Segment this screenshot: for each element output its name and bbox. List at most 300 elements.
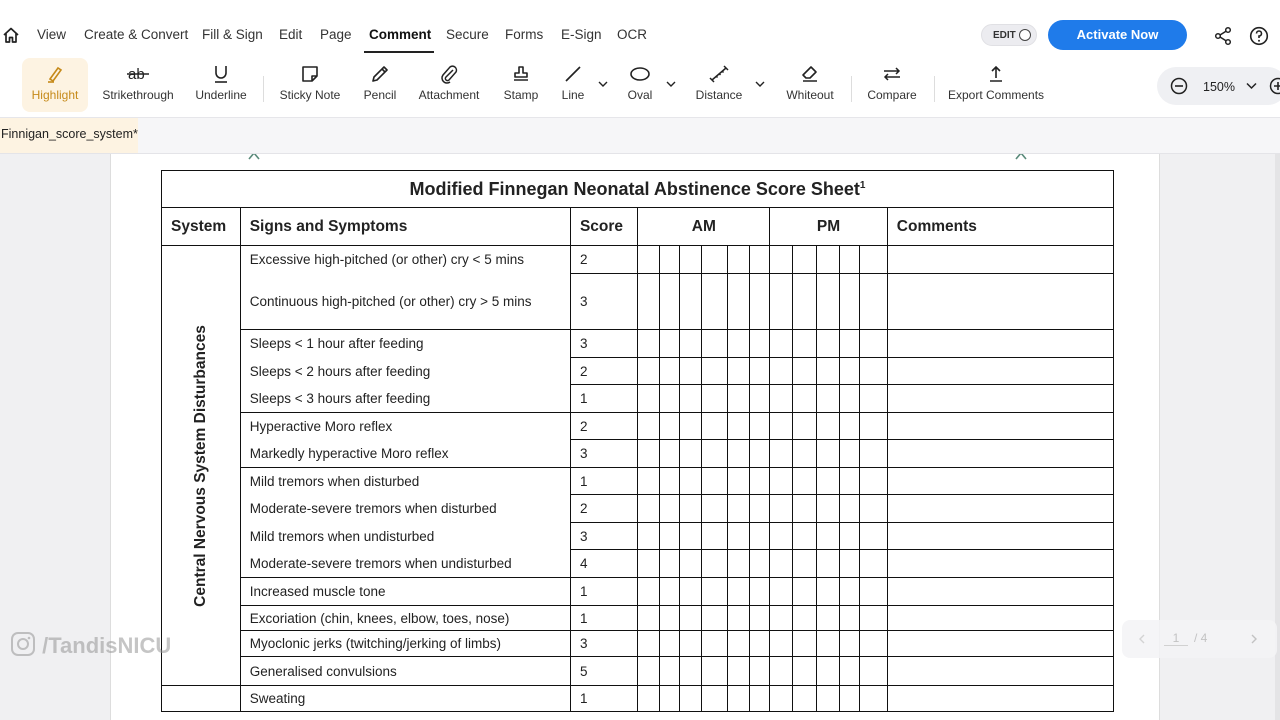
am-entry-cell[interactable] <box>701 550 728 578</box>
sign-cell: Sweating <box>240 686 570 712</box>
table-row <box>162 440 1114 468</box>
compare-icon <box>881 64 903 84</box>
pm-entry-cell[interactable] <box>817 330 839 358</box>
am-entry-cell[interactable] <box>659 578 679 606</box>
score-cell: 1 <box>570 385 637 413</box>
pm-entry-cell[interactable] <box>860 385 888 413</box>
am-entry-cell[interactable] <box>638 358 659 385</box>
table-row <box>162 550 1114 578</box>
pm-entry-cell[interactable] <box>860 330 888 358</box>
am-entry-cell[interactable] <box>728 358 749 385</box>
am-entry-cell[interactable] <box>638 686 659 712</box>
am-entry-cell[interactable] <box>638 631 659 657</box>
pm-entry-cell[interactable] <box>860 274 888 330</box>
pm-entry-cell[interactable] <box>770 330 792 358</box>
pm-entry-cell[interactable] <box>839 246 859 274</box>
comments-cell[interactable] <box>887 631 1113 657</box>
pm-entry-cell[interactable] <box>817 578 839 606</box>
pm-entry-cell[interactable] <box>839 274 859 330</box>
am-entry-cell[interactable] <box>659 523 679 550</box>
am-entry-cell[interactable] <box>659 385 679 413</box>
watermark-text: /TandisNICU <box>42 633 172 658</box>
stamp-icon <box>511 64 531 84</box>
header-pm: PM <box>770 208 888 246</box>
score-cell: 3 <box>570 523 637 550</box>
pm-entry-cell[interactable] <box>839 631 859 657</box>
menu-secure[interactable]: Secure <box>446 27 489 42</box>
score-table <box>161 170 1114 712</box>
pm-entry-cell[interactable] <box>817 468 839 495</box>
am-entry-cell[interactable] <box>749 358 769 385</box>
am-entry-cell[interactable] <box>701 330 728 358</box>
zoom-out-icon[interactable] <box>1170 77 1188 95</box>
am-entry-cell[interactable] <box>680 523 701 550</box>
pm-entry-cell[interactable] <box>817 657 839 686</box>
active-menu-indicator <box>364 51 434 53</box>
score-cell: 3 <box>570 440 637 468</box>
comments-cell[interactable] <box>887 495 1113 523</box>
tool-strikethrough[interactable] <box>100 58 176 112</box>
export-upload-icon <box>986 64 1006 84</box>
am-entry-cell[interactable] <box>638 550 659 578</box>
menu-ocr[interactable]: OCR <box>617 27 647 42</box>
pm-entry-cell[interactable] <box>792 606 817 631</box>
am-entry-cell[interactable] <box>680 358 701 385</box>
pm-entry-cell[interactable] <box>817 631 839 657</box>
title-footnote: 1 <box>859 179 866 191</box>
am-entry-cell[interactable] <box>728 330 749 358</box>
am-entry-cell[interactable] <box>728 468 749 495</box>
home-icon[interactable] <box>2 26 20 44</box>
pm-entry-cell[interactable] <box>839 330 859 358</box>
am-entry-cell[interactable] <box>659 440 679 468</box>
edit-mode-toggle[interactable] <box>981 24 1037 46</box>
comments-cell[interactable] <box>887 274 1113 330</box>
distance-dropdown-chevron-icon[interactable] <box>755 80 765 88</box>
header-am: AM <box>638 208 770 246</box>
am-entry-cell[interactable] <box>659 686 679 712</box>
comments-cell[interactable] <box>887 385 1113 413</box>
pm-entry-cell[interactable] <box>770 550 792 578</box>
score-cell: 2 <box>570 358 637 385</box>
pm-entry-cell[interactable] <box>792 246 817 274</box>
am-entry-cell[interactable] <box>638 606 659 631</box>
tool-highlight[interactable] <box>22 58 88 112</box>
comments-cell[interactable] <box>887 413 1113 440</box>
am-entry-cell[interactable] <box>701 578 728 606</box>
tool-label: Oval <box>627 88 653 102</box>
share-icon[interactable] <box>1213 26 1233 46</box>
pm-entry-cell[interactable] <box>770 385 792 413</box>
help-icon[interactable] <box>1249 26 1269 46</box>
am-entry-cell[interactable] <box>659 606 679 631</box>
pm-entry-cell[interactable] <box>860 606 888 631</box>
am-entry-cell[interactable] <box>749 686 769 712</box>
system-cell-next <box>162 686 241 712</box>
zoom-dropdown-chevron-icon[interactable] <box>1246 82 1257 90</box>
am-entry-cell[interactable] <box>638 440 659 468</box>
am-entry-cell[interactable] <box>659 550 679 578</box>
pm-entry-cell[interactable] <box>770 606 792 631</box>
am-entry-cell[interactable] <box>680 413 701 440</box>
score-cell: 4 <box>570 550 637 578</box>
sign-cell: Moderate-severe tremors when disturbed <box>240 495 570 523</box>
am-entry-cell[interactable] <box>749 631 769 657</box>
comments-cell[interactable] <box>887 657 1113 686</box>
am-entry-cell[interactable] <box>701 631 728 657</box>
am-entry-cell[interactable] <box>638 274 659 330</box>
score-cell: 3 <box>570 274 637 330</box>
system-cell <box>162 246 241 686</box>
pm-entry-cell[interactable] <box>860 246 888 274</box>
oval-dropdown-chevron-icon[interactable] <box>666 80 676 88</box>
am-entry-cell[interactable] <box>728 606 749 631</box>
pm-entry-cell[interactable] <box>792 523 817 550</box>
sign-cell: Sleeps < 2 hours after feeding <box>240 358 570 385</box>
line-dropdown-chevron-icon[interactable] <box>598 80 608 88</box>
pm-entry-cell[interactable] <box>770 246 792 274</box>
am-entry-cell[interactable] <box>659 358 679 385</box>
tool-label: Strikethrough <box>102 88 174 102</box>
eraser-icon <box>800 64 820 84</box>
am-entry-cell[interactable] <box>701 440 728 468</box>
tool-label: Attachment <box>418 88 480 102</box>
zoom-in-icon[interactable] <box>1269 77 1280 95</box>
tool-label: Highlight <box>31 88 79 102</box>
am-entry-cell[interactable] <box>749 606 769 631</box>
am-entry-cell[interactable] <box>728 631 749 657</box>
am-entry-cell[interactable] <box>701 246 728 274</box>
pm-entry-cell[interactable] <box>860 413 888 440</box>
toolbar-separator <box>263 76 264 102</box>
table-row <box>162 606 1114 631</box>
menu-fill-sign[interactable]: Fill & Sign <box>202 27 263 42</box>
am-entry-cell[interactable] <box>680 385 701 413</box>
pm-entry-cell[interactable] <box>860 440 888 468</box>
pm-entry-cell[interactable] <box>792 657 817 686</box>
activate-now-button[interactable]: Activate Now <box>1048 20 1187 50</box>
am-entry-cell[interactable] <box>728 385 749 413</box>
pm-entry-cell[interactable] <box>792 578 817 606</box>
comments-cell[interactable] <box>887 358 1113 385</box>
pm-entry-cell[interactable] <box>860 657 888 686</box>
sheet-title-cell <box>162 171 1114 208</box>
am-entry-cell[interactable] <box>659 413 679 440</box>
tool-label: Line <box>561 88 585 102</box>
am-entry-cell[interactable] <box>749 440 769 468</box>
pm-entry-cell[interactable] <box>839 578 859 606</box>
pm-entry-cell[interactable] <box>839 385 859 413</box>
pm-entry-cell[interactable] <box>792 495 817 523</box>
am-entry-cell[interactable] <box>680 468 701 495</box>
am-entry-cell[interactable] <box>701 606 728 631</box>
paperclip-icon <box>439 64 459 84</box>
am-entry-cell[interactable] <box>749 550 769 578</box>
score-cell: 3 <box>570 330 637 358</box>
document-tab-bar <box>0 118 1280 154</box>
pm-entry-cell[interactable] <box>839 468 859 495</box>
tool-label: Sticky Note <box>279 88 341 102</box>
pm-entry-cell[interactable] <box>839 686 859 712</box>
comments-cell[interactable] <box>887 550 1113 578</box>
am-entry-cell[interactable] <box>701 385 728 413</box>
tool-export-comments[interactable] <box>948 58 1044 112</box>
am-entry-cell[interactable] <box>659 330 679 358</box>
page-decoration-icon <box>1014 154 1028 160</box>
am-entry-cell[interactable] <box>680 657 701 686</box>
pm-entry-cell[interactable] <box>770 523 792 550</box>
am-entry-cell[interactable] <box>638 246 659 274</box>
pm-entry-cell[interactable] <box>770 358 792 385</box>
am-entry-cell[interactable] <box>749 523 769 550</box>
am-entry-cell[interactable] <box>638 468 659 495</box>
comment-toolbar <box>0 56 1280 118</box>
next-page-icon[interactable] <box>1250 634 1258 644</box>
am-entry-cell[interactable] <box>701 495 728 523</box>
am-entry-cell[interactable] <box>749 385 769 413</box>
am-entry-cell[interactable] <box>659 274 679 330</box>
pm-entry-cell[interactable] <box>860 578 888 606</box>
pm-entry-cell[interactable] <box>817 246 839 274</box>
am-entry-cell[interactable] <box>680 631 701 657</box>
sign-cell: Moderate-severe tremors when undisturbed <box>240 550 570 578</box>
pm-entry-cell[interactable] <box>839 606 859 631</box>
pm-entry-cell[interactable] <box>770 413 792 440</box>
tool-distance[interactable] <box>693 58 745 112</box>
am-entry-cell[interactable] <box>728 413 749 440</box>
pm-entry-cell[interactable] <box>817 606 839 631</box>
comments-cell[interactable] <box>887 468 1113 495</box>
pm-entry-cell[interactable] <box>839 550 859 578</box>
prev-page-icon[interactable] <box>1138 634 1146 644</box>
comments-cell[interactable] <box>887 523 1113 550</box>
pm-entry-cell[interactable] <box>770 578 792 606</box>
tool-pencil[interactable] <box>358 58 402 112</box>
menu-comment[interactable]: Comment <box>369 27 432 42</box>
total-pages: / 4 <box>1194 631 1208 645</box>
current-page[interactable]: 1 <box>1164 631 1188 646</box>
am-entry-cell[interactable] <box>728 686 749 712</box>
zoom-level[interactable]: 150% <box>1203 80 1235 94</box>
sign-cell: Sleeps < 3 hours after feeding <box>240 385 570 413</box>
am-entry-cell[interactable] <box>728 523 749 550</box>
am-entry-cell[interactable] <box>638 657 659 686</box>
am-entry-cell[interactable] <box>749 495 769 523</box>
table-row <box>162 246 1114 274</box>
table-row <box>162 686 1114 712</box>
am-entry-cell[interactable] <box>659 631 679 657</box>
am-entry-cell[interactable] <box>659 246 679 274</box>
toggle-knob <box>1019 29 1031 41</box>
am-entry-cell[interactable] <box>728 246 749 274</box>
sign-cell: Generalised convulsions <box>240 657 570 686</box>
pm-entry-cell[interactable] <box>817 523 839 550</box>
menu-forms[interactable]: Forms <box>505 27 544 42</box>
instagram-icon <box>10 631 36 657</box>
am-entry-cell[interactable] <box>659 468 679 495</box>
svg-text:ab: ab <box>128 66 145 83</box>
am-entry-cell[interactable] <box>680 578 701 606</box>
score-cell: 1 <box>570 578 637 606</box>
menu-view[interactable]: View <box>37 27 67 42</box>
am-entry-cell[interactable] <box>680 330 701 358</box>
pm-entry-cell[interactable] <box>817 274 839 330</box>
tool-compare[interactable] <box>864 58 920 112</box>
am-entry-cell[interactable] <box>701 468 728 495</box>
am-entry-cell[interactable] <box>728 274 749 330</box>
menu-page[interactable]: Page <box>320 27 352 42</box>
comments-cell[interactable] <box>887 606 1113 631</box>
pm-entry-cell[interactable] <box>817 495 839 523</box>
system-label: Central Nervous System Disturbances <box>191 324 209 607</box>
pm-entry-cell[interactable] <box>817 358 839 385</box>
pm-entry-cell[interactable] <box>839 440 859 468</box>
score-cell: 5 <box>570 657 637 686</box>
pm-entry-cell[interactable] <box>792 413 817 440</box>
menu-esign[interactable]: E-Sign <box>561 27 602 42</box>
am-entry-cell[interactable] <box>728 550 749 578</box>
pm-entry-cell[interactable] <box>770 631 792 657</box>
header-comments: Comments <box>887 208 1113 246</box>
pm-entry-cell[interactable] <box>792 385 817 413</box>
table-row <box>162 274 1114 330</box>
pm-entry-cell[interactable] <box>839 358 859 385</box>
comments-cell[interactable] <box>887 686 1113 712</box>
score-cell: 2 <box>570 246 637 274</box>
pm-entry-cell[interactable] <box>860 631 888 657</box>
am-entry-cell[interactable] <box>728 440 749 468</box>
comments-cell[interactable] <box>887 440 1113 468</box>
am-entry-cell[interactable] <box>701 657 728 686</box>
am-entry-cell[interactable] <box>680 246 701 274</box>
am-entry-cell[interactable] <box>638 523 659 550</box>
pm-entry-cell[interactable] <box>770 657 792 686</box>
am-entry-cell[interactable] <box>638 495 659 523</box>
document-tab[interactable]: Finnigan_score_system* <box>0 118 138 153</box>
am-entry-cell[interactable] <box>749 246 769 274</box>
sign-cell: Sleeps < 1 hour after feeding <box>240 330 570 358</box>
pm-entry-cell[interactable] <box>770 495 792 523</box>
am-entry-cell[interactable] <box>701 523 728 550</box>
pm-entry-cell[interactable] <box>770 440 792 468</box>
table-row <box>162 468 1114 495</box>
am-entry-cell[interactable] <box>749 274 769 330</box>
pm-entry-cell[interactable] <box>770 468 792 495</box>
sign-cell: Hyperactive Moro reflex <box>240 413 570 440</box>
comments-cell[interactable] <box>887 330 1113 358</box>
am-entry-cell[interactable] <box>680 274 701 330</box>
pm-entry-cell[interactable] <box>792 358 817 385</box>
table-row <box>162 523 1114 550</box>
pm-entry-cell[interactable] <box>860 495 888 523</box>
am-entry-cell[interactable] <box>680 550 701 578</box>
pm-entry-cell[interactable] <box>817 440 839 468</box>
am-entry-cell[interactable] <box>638 413 659 440</box>
am-entry-cell[interactable] <box>680 440 701 468</box>
pm-entry-cell[interactable] <box>839 495 859 523</box>
pm-entry-cell[interactable] <box>770 274 792 330</box>
am-entry-cell[interactable] <box>701 413 728 440</box>
tool-label: Whiteout <box>786 88 834 102</box>
pm-entry-cell[interactable] <box>839 523 859 550</box>
am-entry-cell[interactable] <box>659 495 679 523</box>
zoom-control <box>1157 67 1280 105</box>
am-entry-cell[interactable] <box>680 495 701 523</box>
header-system: System <box>162 208 241 246</box>
pm-entry-cell[interactable] <box>792 440 817 468</box>
am-entry-cell[interactable] <box>749 330 769 358</box>
comments-cell[interactable] <box>887 246 1113 274</box>
table-row <box>162 385 1114 413</box>
am-entry-cell[interactable] <box>749 468 769 495</box>
am-entry-cell[interactable] <box>728 578 749 606</box>
pm-entry-cell[interactable] <box>770 686 792 712</box>
tool-label: Stamp <box>503 88 539 102</box>
pm-entry-cell[interactable] <box>792 330 817 358</box>
tool-label: Export Comments <box>948 88 1045 102</box>
am-entry-cell[interactable] <box>638 330 659 358</box>
menu-edit[interactable]: Edit <box>279 27 303 42</box>
pm-entry-cell[interactable] <box>860 358 888 385</box>
table-row <box>162 330 1114 358</box>
pm-entry-cell[interactable] <box>817 550 839 578</box>
score-cell: 3 <box>570 631 637 657</box>
pm-entry-cell[interactable] <box>817 686 839 712</box>
score-cell: 1 <box>570 686 637 712</box>
am-entry-cell[interactable] <box>728 495 749 523</box>
pm-entry-cell[interactable] <box>792 631 817 657</box>
pm-entry-cell[interactable] <box>817 385 839 413</box>
pm-entry-cell[interactable] <box>860 550 888 578</box>
pm-entry-cell[interactable] <box>839 657 859 686</box>
pm-entry-cell[interactable] <box>817 413 839 440</box>
tool-line[interactable] <box>558 58 588 112</box>
pm-entry-cell[interactable] <box>792 274 817 330</box>
am-entry-cell[interactable] <box>728 657 749 686</box>
pm-entry-cell[interactable] <box>860 468 888 495</box>
sign-cell: Excoriation (chin, knees, elbow, toes, nose) <box>240 606 570 631</box>
am-entry-cell[interactable] <box>701 358 728 385</box>
tool-attachment[interactable] <box>418 58 480 112</box>
comments-cell[interactable] <box>887 578 1113 606</box>
am-entry-cell[interactable] <box>680 606 701 631</box>
pm-entry-cell[interactable] <box>860 523 888 550</box>
tool-sticky-note[interactable] <box>278 58 342 112</box>
tool-whiteout[interactable] <box>783 58 837 112</box>
am-entry-cell[interactable] <box>638 578 659 606</box>
am-entry-cell[interactable] <box>680 686 701 712</box>
am-entry-cell[interactable] <box>701 686 728 712</box>
pm-entry-cell[interactable] <box>792 550 817 578</box>
pm-entry-cell[interactable] <box>792 468 817 495</box>
am-entry-cell[interactable] <box>749 413 769 440</box>
am-entry-cell[interactable] <box>749 578 769 606</box>
am-entry-cell[interactable] <box>749 657 769 686</box>
sign-cell: Increased muscle tone <box>240 578 570 606</box>
am-entry-cell[interactable] <box>701 274 728 330</box>
table-row <box>162 495 1114 523</box>
pm-entry-cell[interactable] <box>839 413 859 440</box>
tool-stamp[interactable] <box>500 58 542 112</box>
score-cell: 2 <box>570 495 637 523</box>
pm-entry-cell[interactable] <box>860 686 888 712</box>
menu-create-convert[interactable]: Create & Convert <box>84 27 189 42</box>
tool-oval[interactable] <box>624 58 656 112</box>
am-entry-cell[interactable] <box>659 657 679 686</box>
tool-underline[interactable] <box>193 58 249 112</box>
pm-entry-cell[interactable] <box>792 686 817 712</box>
am-entry-cell[interactable] <box>638 385 659 413</box>
